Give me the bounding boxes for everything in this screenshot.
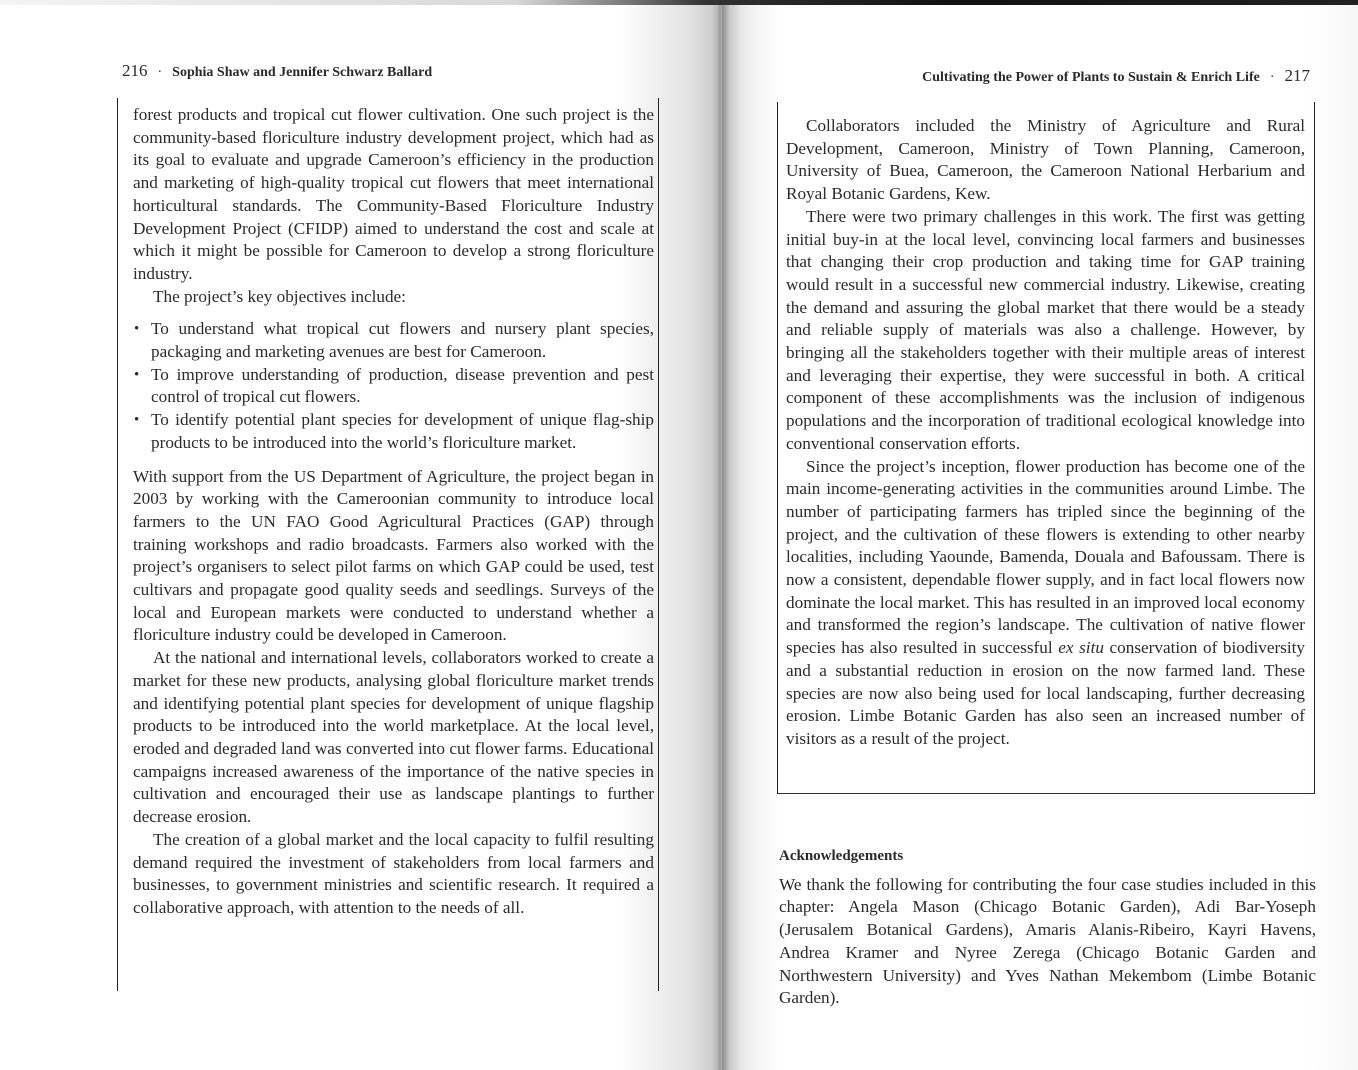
right-body-text — [786, 115, 1305, 751]
page-number-left: 216 — [122, 61, 148, 80]
list-item: • To understand what tropical cut flowers and nursery plant species, packaging and marketing avenues are best for Cameroon. — [133, 318, 654, 363]
left-body-text — [133, 104, 654, 920]
running-head-chapter-title: Cultivating the Power of Plants to Sustain & Enrich Life — [922, 70, 1260, 85]
left-running-head — [122, 61, 432, 81]
running-head-authors: Sophia Shaw and Jennifer Schwarz Ballard — [172, 65, 433, 80]
acknowledgements-heading: Acknowledgements — [779, 848, 904, 864]
objectives-list — [133, 318, 654, 454]
paragraph: forest products and tropical cut flower cultivation. One such project is the community-based floriculture industry development project, which had as its goal to evaluate and upgrade Cameroon’s efficiency in the production and marketing of high-quality tropical cut flowers that meet international horticultural standards. The Community-Based Floriculture Industry Development Project (CFIDP) aimed to understand the cost and scale at which it might be possible for Cameroon to develop a strong floriculture industry. — [133, 105, 654, 283]
italic-term: ex situ — [1058, 638, 1104, 658]
list-item: • To improve understanding of production, disease prevention and pest control of tropical cut flowers. — [133, 364, 654, 409]
right-running-head — [922, 66, 1310, 86]
page-number-right: 217 — [1284, 66, 1310, 85]
paragraph — [786, 456, 1305, 751]
acknowledgements-section — [779, 845, 1316, 1010]
acknowledgements-text: We thank the following for contributing the four case studies included in this chapter: Angela Mason (Chicago Botanic Garden), Adi Bar-Yoseph (Jerusalem Botanical Gardens), Amaris Alanis-Ribeiro, Kayri Havens, Andrea Kramer and Nyree Zerega (Chicago Botanic Garden and Northwestern University) and Yves Nathan Mekembom (Limbe Botanic Garden). — [779, 874, 1316, 1008]
paragraph: At the national and international levels, collaborators worked to create a market for these new products, analysing global floriculture market trends and identifying potential plant species for development of unique flagship products to be introduced into the world marketplace. At the local level, eroded and degraded land was converted into cut flower farms. Educational campaigns increased awareness of the importance of the native species in cultivation and encouraged their use as landscape plantings to further decrease erosion. — [133, 648, 654, 827]
paragraph: With support from the US Department of Agriculture, the project began in 2003 by working with the Cameroonian community to introduce local farmers to the UN FAO Good Agricultural Practices (GAP) through training workshops and radio broadcasts. Farmers also worked with the project’s organisers to select pilot farms on which GAP could be used, test cultivars and propagate good quality seeds and seedlings. Surveys of the local and European markets were conducted to understand whether a floriculture industry could be developed in Cameroon. — [133, 466, 654, 645]
paragraph: The creation of a global market and the local capacity to fulfil resulting demand required the investment of stakeholders from local farmers and businesses, to government ministries and scientific research. It required a collaborative approach, with attention to the needs of all. — [133, 829, 654, 917]
book-gutter — [718, 5, 721, 1070]
paragraph: Collaborators included the Ministry of Agriculture and Rural Development, Cameroon, Ministry of Town Planning, Cameroon, University of Buea, Cameroon, the Cameroon National Herbarium and Royal Botanic Gardens, Kew. — [786, 116, 1305, 204]
paragraph: There were two primary challenges in this work. The first was getting initial buy-in at the local level, convincing local farmers and businesses that changing their crop production and taking time for GAP training would result in a successful new commercial industry. Likewise, creating the demand and assuring the global market that there would be a steady and reliable supply of materials was also a challenge. However, by bringing all the stakeholders together with their multiple areas of interest and leveraging their expertise, they were successful in both. A critical component of these accomplishments was the inclusion of indigenous populations and the incorporation of traditional ecological knowledge into conventional conservation efforts. — [786, 206, 1305, 453]
separator-dot: · — [1269, 70, 1275, 85]
text-run: conservation of biodiversity and a substantial reduction in erosion on the now farmed land. These species are now also being used for local landscaping, further decreasing erosion. Limbe Botanic Garden has also seen an increased number of visitors as a result of the project. — [786, 638, 1305, 748]
list-item: • To identify potential plant species for development of unique flag-ship products to be introduced into the world’s floriculture market. — [133, 409, 654, 454]
separator-dot: · — [157, 65, 163, 80]
paragraph: The project’s key objectives include: — [153, 286, 406, 306]
text-run: Since the project’s inception, flower production has become one of the main income-generating activities in the communities around Limbe. The number of participating farmers has tripled since the beginning of the project, and the cultivation of these flowers is extending to other nearby localities, including Yaounde, Bamenda, Douala and Bafoussam. There is now a consistent, dependable flower supply, and in fact local flowers now dominate the local market. This has resulted in an improved local economy and transformed the region’s landscape. The cultivation of native flower species has also resulted in successful — [786, 456, 1305, 658]
